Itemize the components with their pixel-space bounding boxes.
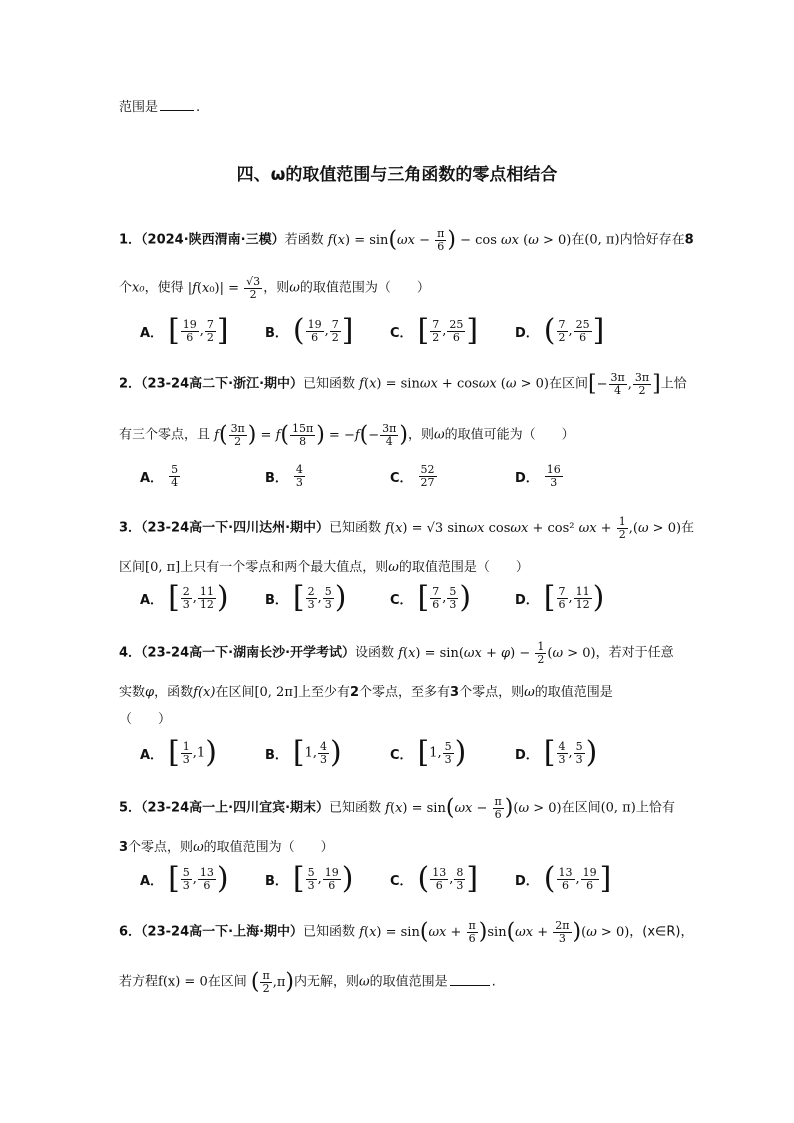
q2-l2d: 的取值可能为（ ） (444, 427, 575, 443)
q1-count: 8 (684, 232, 694, 248)
q2-l2b: ，则 (408, 427, 435, 443)
q2-line2 (119, 423, 694, 447)
q1-options (140, 313, 674, 348)
q2-option-d[interactable] (515, 464, 640, 488)
q1-text: 若函数 (284, 232, 324, 248)
option-value: [ $\frac{1}{3}$ ,1) (168, 735, 217, 770)
q2-text: 已知函数 (303, 376, 356, 392)
continuation-line (119, 96, 694, 115)
q5-l2c: 的取值范围为（ ） (203, 840, 334, 855)
option-label: C． (390, 470, 413, 486)
q3-l2b: 上只有一个零点和两个最大值点，则 (180, 560, 389, 575)
q6-period: . (491, 974, 496, 990)
section-title: 四、ω的取值范围与三角函数的零点相结合 (236, 165, 558, 185)
q3-line1 (119, 516, 694, 540)
q5-option-c[interactable] (390, 861, 515, 896)
option-value: $\frac{16}{3}$ (546, 463, 561, 489)
option-value: [ $\frac{7}{6}$ , $\frac{5}{3}$ ) (417, 580, 472, 615)
q1-function: f(x) = sin(ωx − $\frac{\pi}{6}$ ) − cos ωx (ω > 0) (327, 227, 572, 253)
option-value: [ $\frac{2}{3}$ , $\frac{11}{12}$ ) (168, 580, 229, 615)
option-label: B． (265, 325, 288, 341)
option-value: $\frac{52}{27}$ (420, 463, 435, 489)
option-value: [ $\frac{4}{3}$ , $\frac{5}{3}$ ) (543, 735, 598, 770)
q4-n2: 3 (450, 685, 460, 700)
q5-n: 3 (119, 840, 129, 855)
q6-l2a: 若方程 (119, 974, 159, 990)
q4-option-b[interactable] (265, 735, 390, 770)
answer-blank (160, 98, 194, 111)
option-value: $\frac{5}{4}$ (171, 463, 179, 489)
q2-options (140, 464, 674, 488)
q5-option-d[interactable] (515, 861, 640, 896)
q3-omega: ω (388, 560, 399, 575)
q4-number: 4． (119, 645, 142, 661)
option-label: D． (515, 873, 539, 889)
q6-omega: ω (359, 974, 370, 990)
q6-answer-blank[interactable] (450, 973, 490, 986)
q1-option-a[interactable] (140, 313, 265, 348)
option-value: ( $\frac{7}{2}$ , $\frac{25}{6}$ ] (543, 313, 605, 348)
q5-end: 上恰有 (635, 800, 675, 816)
q4-line2 (119, 681, 694, 700)
q6-interval: ( $\frac{\pi}{2}$ ,π) (250, 969, 294, 995)
q1-option-d[interactable] (515, 313, 640, 348)
option-value: [ $\frac{5}{3}$ , $\frac{19}{6}$ ) (292, 861, 354, 896)
q5-text: 已知函数 (329, 800, 382, 816)
q3-source: （23-24高一下·四川达州·期中） (141, 520, 330, 536)
q6-function: f(x) = sin(ωx + $\frac{\pi}{6}$ )sin(ωx + $\frac{2\pi}{3}$ )(ω > 0) (359, 919, 630, 945)
q4-line3 (119, 708, 694, 727)
q2-option-c[interactable] (390, 464, 515, 488)
q2-function: f(x) = sinωx + cosωx (ω > 0) (359, 376, 549, 392)
q2-interval: [− $\frac{3\pi}{4}$ , $\frac{3\pi}{2}$ ] (588, 371, 661, 397)
q2-omega: ω (434, 427, 445, 443)
q4-option-a[interactable] (140, 735, 265, 770)
q4-omega: ω (524, 685, 535, 700)
option-value: [ $\frac{5}{3}$ , $\frac{13}{6}$ ) (168, 861, 229, 896)
q1-l2b: ，使得 (144, 280, 184, 296)
q3-number: 3． (119, 520, 142, 536)
q3-text: 已知函数 (329, 520, 382, 536)
option-label: C． (390, 747, 413, 763)
q1-line2 (119, 276, 694, 300)
q3-option-b[interactable] (265, 580, 390, 615)
q4-text: 设函数 (355, 645, 395, 661)
q2-tail: 在区间 (548, 376, 588, 392)
q3-interval: [0, π] (145, 560, 181, 575)
option-label: D． (515, 325, 539, 341)
q6-text: 已知函数 (303, 924, 356, 940)
q4-l2c: 在区间 (215, 685, 255, 700)
q4-l2e: 个零点，至多有 (359, 685, 451, 700)
option-value: [ $\frac{7}{2}$ , $\frac{25}{6}$ ] (417, 313, 479, 348)
q6-l2e: 的取值范围是 (369, 974, 448, 990)
option-value: ( $\frac{13}{6}$ , $\frac{19}{6}$ ] (543, 861, 612, 896)
q4-l2d: 上至少有 (297, 685, 350, 700)
q5-line1 (119, 796, 694, 820)
q2-number: 2． (119, 376, 142, 392)
q4-option-c[interactable] (390, 735, 515, 770)
q1-l2c: ，则 (263, 280, 290, 296)
option-label: C． (390, 873, 413, 889)
q1-end: 内恰好存在 (619, 232, 685, 248)
q5-options (140, 861, 674, 896)
q4-source: （23-24高一下·湖南长沙·开学考试） (141, 645, 356, 661)
q4-options (140, 735, 674, 770)
q1-condition: |f(x₀)| = $\frac{√3}{2}$ (187, 275, 261, 301)
q2-source: （23-24高二下·浙江·期中） (141, 376, 304, 392)
q1-var: x₀ (132, 280, 145, 296)
option-value: ( $\frac{19}{6}$ , $\frac{7}{2}$ ] (292, 313, 354, 348)
q4-l2a: 实数 (119, 685, 146, 700)
option-value: $\frac{4}{3}$ (295, 463, 303, 489)
q4-l2f: 个零点，则 (459, 685, 525, 700)
option-label: A． (140, 873, 164, 889)
q3-l2a: 区间 (119, 560, 146, 575)
option-value: [1, $\frac{5}{3}$ ) (417, 735, 467, 770)
option-label: B． (265, 747, 288, 763)
option-label: A． (140, 470, 164, 486)
q1-l2e: 的取值范围为（ ） (299, 280, 430, 296)
q2-option-a[interactable] (140, 464, 265, 488)
q5-source: （23-24高一上·四川宜宾·期末） (141, 800, 330, 816)
q4-option-d[interactable] (515, 735, 640, 770)
q4-function: f(x) = sin(ωx + φ) − $\frac{1}{2}$ (ω > 0) (398, 640, 596, 666)
q1-line1 (119, 228, 694, 252)
option-label: A． (140, 325, 164, 341)
q1-option-b[interactable] (265, 313, 390, 348)
option-label: C． (390, 592, 413, 608)
q6-line2 (119, 970, 694, 994)
q5-interval: (0, π) (600, 800, 636, 816)
option-label: B． (265, 470, 288, 486)
q5-option-a[interactable] (140, 861, 265, 896)
option-value: [1, $\frac{4}{3}$ ) (292, 735, 342, 770)
q4-phi: φ (145, 685, 155, 700)
q2-end: 上恰 (660, 376, 687, 392)
q2-condition: f( $\frac{3\pi}{2}$ ) = f( $\frac{15\pi}{8}$ ) = −f(− $\frac{3\pi}{4}$ ) (214, 422, 408, 448)
q4-l2h: 的取值范围是 (534, 685, 613, 700)
q4-paren: （ ） (119, 712, 172, 727)
q2-option-b[interactable] (265, 464, 390, 488)
q2-l2a: 有三个零点，且 (119, 427, 211, 443)
option-value: [ $\frac{19}{6}$ , $\frac{7}{2}$ ] (168, 313, 229, 348)
q5-omega: ω (193, 840, 204, 855)
option-value: ( $\frac{13}{6}$ , $\frac{8}{3}$ ] (417, 861, 479, 896)
option-label: C． (390, 325, 413, 341)
q5-option-b[interactable] (265, 861, 390, 896)
q5-function: f(x) = sin(ωx − $\frac{\pi}{6}$ )(ω > 0) (385, 795, 562, 821)
continuation-text: 范围是 (119, 100, 159, 115)
q6-end: ，(x∈R)， (629, 924, 694, 940)
option-value: [ $\frac{2}{3}$ , $\frac{5}{3}$ ) (292, 580, 347, 615)
q4-n1: 2 (349, 685, 360, 700)
q1-number: 1． (119, 232, 142, 248)
q3-end: 在 (681, 520, 695, 536)
q3-option-a[interactable] (140, 580, 265, 615)
option-value: [ $\frac{7}{6}$ , $\frac{11}{12}$ ) (543, 580, 605, 615)
q6-l2c: 内无解，则 (294, 974, 360, 990)
q5-line2 (119, 836, 694, 855)
q6-number: 6． (119, 924, 142, 940)
q5-l2a: 个零点，则 (128, 840, 194, 855)
option-label: D． (515, 592, 539, 608)
q6-source: （23-24高一下·上海·期中） (141, 924, 304, 940)
q4-interval: [0, 2π] (254, 685, 298, 700)
q4-end: ，若对于任意 (595, 645, 674, 661)
q1-l2a: 个 (119, 280, 133, 296)
q1-option-c[interactable] (390, 313, 515, 348)
q2-line1 (119, 372, 694, 396)
option-label: B． (265, 873, 288, 889)
q1-omega: ω (289, 280, 300, 296)
q1-tail: 在 (571, 232, 585, 248)
q3-l2d: 的取值范围是（ ） (398, 560, 529, 575)
option-label: D． (515, 747, 539, 763)
option-label: A． (140, 747, 164, 763)
q4-func: f(x) (193, 685, 216, 700)
q1-source: （2024·陕西渭南·三模） (141, 232, 285, 248)
q1-interval: (0, π) (584, 232, 620, 248)
q5-tail: 在区间 (561, 800, 601, 816)
continuation-period: . (196, 100, 201, 115)
q3-option-d[interactable] (515, 580, 640, 615)
q6-line1 (119, 920, 694, 944)
q4-l2b: ，函数 (154, 685, 194, 700)
option-label: A． (140, 592, 164, 608)
q3-line2 (119, 556, 694, 575)
q3-function: f(x) = √3 sinωx cosωx + cos² ωx + $\frac{1}{2}$ ,(ω > 0) (385, 515, 682, 541)
q3-option-c[interactable] (390, 580, 515, 615)
q6-equation: f(x) = 0 (158, 974, 208, 990)
q4-line1 (119, 641, 694, 665)
q5-number: 5． (119, 800, 142, 816)
q6-l2b: 在区间 (207, 974, 247, 990)
option-label: D． (515, 470, 539, 486)
q3-options (140, 580, 674, 615)
option-label: B． (265, 592, 288, 608)
